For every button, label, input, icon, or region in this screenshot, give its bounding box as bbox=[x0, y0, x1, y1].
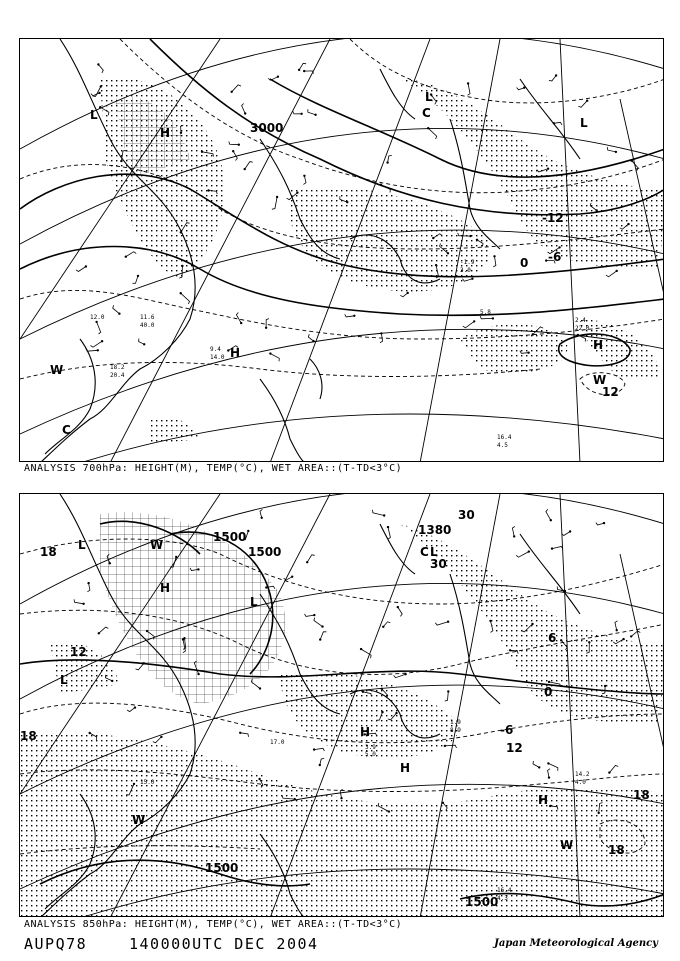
station-dot bbox=[265, 327, 267, 329]
height-label: 1500 bbox=[213, 530, 247, 544]
station-dot bbox=[137, 275, 139, 277]
wind-barb bbox=[97, 322, 101, 334]
station-value: 3.0 bbox=[460, 267, 471, 274]
station-dot bbox=[291, 576, 293, 578]
wind-barb bbox=[516, 552, 529, 558]
map-850hpa bbox=[20, 494, 664, 917]
station-dot bbox=[548, 681, 550, 683]
station-dot bbox=[616, 629, 618, 631]
station-dot bbox=[493, 255, 495, 257]
wind-barb bbox=[260, 509, 262, 517]
cold-marker: C bbox=[420, 545, 429, 559]
isotherm-label: -12 bbox=[542, 211, 564, 225]
station-dot bbox=[231, 91, 233, 93]
wind-barb bbox=[86, 349, 98, 352]
station-dot bbox=[604, 685, 606, 687]
station-dot bbox=[549, 805, 551, 807]
station-dot bbox=[95, 321, 97, 323]
station-dot bbox=[143, 343, 145, 345]
wind-barb bbox=[240, 733, 248, 737]
station-value: 17.0 bbox=[270, 739, 285, 746]
isotherm-label: 12 bbox=[506, 741, 523, 755]
low-pressure-marker: L bbox=[425, 90, 433, 104]
wind-barb bbox=[435, 622, 448, 625]
wind-barb bbox=[133, 276, 139, 284]
station-dot bbox=[346, 201, 348, 203]
station-dot bbox=[146, 630, 148, 632]
station-value: 14.2 bbox=[575, 771, 590, 778]
chart-code: AUPQ78 bbox=[24, 935, 88, 953]
isotherm-label: 18 bbox=[633, 788, 650, 802]
station-dot bbox=[564, 590, 566, 592]
station-dot bbox=[303, 70, 305, 72]
station-dot bbox=[313, 614, 315, 616]
wind-barb bbox=[394, 674, 406, 678]
station-dot bbox=[100, 85, 102, 87]
station-dot bbox=[99, 106, 101, 108]
isotherm-label: 18 bbox=[608, 843, 625, 857]
station-value: 16.4 bbox=[497, 887, 512, 894]
station-dot bbox=[109, 562, 111, 564]
wind-barb bbox=[615, 621, 618, 630]
panel-caption-850hpa: ANALYSIS 850hPa: HEIGHT(M), TEMP(°C), WET AREA::(T-TD<3°C) bbox=[24, 919, 403, 930]
station-dot bbox=[247, 530, 249, 532]
wind-barb bbox=[268, 77, 278, 81]
wind-barb bbox=[270, 354, 279, 362]
wind-barb bbox=[493, 256, 496, 267]
station-dot bbox=[244, 168, 246, 170]
station-dot bbox=[294, 798, 296, 800]
station-dot bbox=[395, 712, 397, 714]
station-dot bbox=[631, 160, 633, 162]
station-dot bbox=[427, 127, 429, 129]
wind-barb bbox=[93, 87, 101, 97]
wind-barb bbox=[428, 128, 437, 139]
station-dot bbox=[182, 638, 184, 640]
wind-barb bbox=[345, 314, 355, 317]
wind-barb bbox=[307, 555, 315, 562]
station-dot bbox=[261, 517, 263, 519]
warm-marker: W bbox=[150, 538, 164, 552]
wind-barb bbox=[272, 197, 277, 209]
station-dot bbox=[259, 687, 261, 689]
station-dot bbox=[265, 586, 267, 588]
wind-barb bbox=[91, 93, 100, 96]
station-dot bbox=[492, 317, 494, 319]
wind-barb bbox=[76, 267, 86, 272]
wind-barb bbox=[126, 252, 136, 257]
station-value: 4.3 bbox=[497, 895, 508, 902]
station-dot bbox=[232, 150, 234, 152]
isotherm-label: 0 bbox=[520, 256, 529, 270]
wind-barb bbox=[561, 532, 570, 536]
height-label: 1500 bbox=[205, 861, 239, 875]
station-dot bbox=[547, 168, 549, 170]
height-label: 1500 bbox=[248, 545, 282, 559]
station-dot bbox=[353, 315, 355, 317]
wet-areas bbox=[20, 512, 664, 917]
high-pressure-marker: H bbox=[160, 581, 171, 595]
station-dot bbox=[444, 745, 446, 747]
wind-barb bbox=[127, 708, 135, 712]
station-dot bbox=[303, 175, 305, 177]
station-dot bbox=[381, 688, 383, 690]
station-dot bbox=[586, 100, 588, 102]
station-dot bbox=[201, 151, 203, 153]
station-dot bbox=[555, 74, 557, 76]
station-dot bbox=[82, 603, 84, 605]
station-dot bbox=[513, 535, 515, 537]
station-dot bbox=[300, 113, 302, 115]
low-pressure-marker: L bbox=[580, 116, 588, 130]
station-dot bbox=[269, 352, 271, 354]
station-dot bbox=[360, 648, 362, 650]
station-dot bbox=[596, 209, 598, 211]
wind-barb bbox=[308, 109, 316, 115]
station-value: 4.0 bbox=[575, 779, 586, 786]
low-pressure-marker: L bbox=[90, 108, 98, 122]
wind-barb bbox=[383, 622, 390, 627]
wind-barb bbox=[293, 111, 302, 114]
wind-barb bbox=[607, 147, 616, 152]
station-dot bbox=[432, 237, 434, 239]
wind-barb bbox=[373, 510, 385, 516]
wind-barb bbox=[552, 547, 563, 550]
station-dot bbox=[258, 778, 260, 780]
station-value: 11.6 bbox=[140, 314, 155, 321]
station-dot bbox=[134, 706, 136, 708]
station-value: 20.4 bbox=[110, 372, 125, 379]
station-dot bbox=[98, 92, 100, 94]
cold-marker: C bbox=[422, 106, 431, 120]
wind-barb bbox=[400, 293, 407, 297]
isotherm-label: 12 bbox=[70, 645, 87, 659]
station-value: 8.9 bbox=[450, 727, 461, 734]
station-dot bbox=[509, 649, 511, 651]
station-dot bbox=[442, 802, 444, 804]
station-dot bbox=[319, 638, 321, 640]
station-dot bbox=[388, 810, 390, 812]
station-value: 3.9 bbox=[365, 744, 376, 751]
wind-barb bbox=[266, 319, 269, 328]
wind-barb bbox=[533, 761, 539, 768]
station-dot bbox=[244, 112, 246, 114]
wind-barb bbox=[284, 577, 293, 581]
high-pressure-marker: H bbox=[400, 761, 411, 775]
wind-barb bbox=[445, 692, 449, 702]
station-dot bbox=[471, 278, 473, 280]
isotherm-label: 18 bbox=[40, 545, 57, 559]
station-dot bbox=[382, 626, 384, 628]
valid-time: 140000UTC DEC 2004 bbox=[129, 935, 319, 953]
wind-barb bbox=[631, 631, 640, 636]
station-dot bbox=[298, 69, 300, 71]
station-value: -1.9 bbox=[460, 259, 475, 266]
station-dot bbox=[577, 334, 579, 336]
station-dot bbox=[240, 322, 242, 324]
station-dot bbox=[313, 748, 315, 750]
station-dot bbox=[548, 776, 550, 778]
wind-barb bbox=[445, 745, 457, 748]
isotherm-label: 6 bbox=[548, 631, 557, 645]
high-pressure-marker: H bbox=[538, 793, 549, 807]
station-dot bbox=[97, 349, 99, 351]
wind-barb bbox=[549, 76, 556, 82]
agency-credit: Japan Meteorological Agency bbox=[494, 938, 658, 949]
station-dot bbox=[569, 530, 571, 532]
station-value: 2.4 bbox=[575, 317, 586, 324]
wind-barb bbox=[554, 122, 562, 125]
station-dot bbox=[87, 582, 89, 584]
station-dot bbox=[387, 526, 389, 528]
station-dot bbox=[598, 812, 600, 814]
station-dot bbox=[175, 556, 177, 558]
station-dot bbox=[118, 313, 120, 315]
station-dot bbox=[89, 732, 91, 734]
warm-marker: W bbox=[50, 363, 64, 377]
isotherm-label: -6 bbox=[500, 723, 514, 737]
station-dot bbox=[603, 522, 605, 524]
station-dot bbox=[319, 764, 321, 766]
warm-marker: W bbox=[132, 813, 146, 827]
station-dot bbox=[143, 662, 145, 664]
isotherm-label: 18 bbox=[20, 729, 37, 743]
station-value: 14.0 bbox=[210, 354, 225, 361]
station-dot bbox=[560, 639, 562, 641]
isotherm-label: 12 bbox=[602, 385, 619, 399]
station-value: 15.0 bbox=[140, 779, 155, 786]
station-dot bbox=[528, 550, 530, 552]
isotherm-label: 30 bbox=[458, 508, 475, 522]
station-dot bbox=[489, 620, 491, 622]
station-dot bbox=[362, 691, 364, 693]
station-dot bbox=[622, 638, 624, 640]
wind-barb bbox=[181, 293, 190, 304]
wind-barb bbox=[480, 316, 493, 319]
wind-barb bbox=[546, 509, 551, 520]
wind-barb bbox=[113, 305, 120, 314]
station-dot bbox=[380, 332, 382, 334]
station-dot bbox=[467, 82, 469, 84]
station-dot bbox=[340, 797, 342, 799]
isotherm-label: 0 bbox=[544, 685, 553, 699]
station-dot bbox=[277, 76, 279, 78]
station-dot bbox=[523, 87, 525, 89]
wind-barb bbox=[596, 523, 604, 525]
station-dot bbox=[447, 690, 449, 692]
station-dot bbox=[608, 771, 610, 773]
station-dot bbox=[321, 625, 323, 627]
wind-barb bbox=[548, 769, 551, 778]
station-dot bbox=[306, 561, 308, 563]
high-pressure-marker: H bbox=[230, 346, 241, 360]
station-dot bbox=[447, 621, 449, 623]
wind-barb bbox=[468, 84, 471, 96]
low-pressure-marker: L bbox=[430, 545, 438, 559]
station-dot bbox=[476, 239, 478, 241]
low-pressure-marker: L bbox=[250, 595, 258, 609]
wind-barb bbox=[304, 176, 307, 185]
wind-barb bbox=[87, 583, 90, 592]
wind-barb bbox=[232, 85, 241, 92]
station-value: 16.4 bbox=[497, 434, 512, 441]
wind-barb bbox=[314, 748, 324, 751]
station-value: 5.0 bbox=[365, 751, 376, 758]
station-dot bbox=[615, 151, 617, 153]
wind-barb bbox=[74, 599, 84, 604]
station-dot bbox=[386, 161, 388, 163]
map-700hpa bbox=[20, 39, 664, 462]
station-dot bbox=[276, 196, 278, 198]
station-dot bbox=[404, 673, 406, 675]
station-dot bbox=[101, 340, 103, 342]
high-pressure-marker: H bbox=[593, 338, 604, 352]
wind-barb bbox=[548, 763, 558, 770]
wind-barb bbox=[578, 101, 587, 108]
height-label: 3000 bbox=[250, 121, 284, 135]
high-pressure-marker: H bbox=[160, 126, 171, 140]
station-dot bbox=[538, 766, 540, 768]
wind-barb bbox=[609, 766, 618, 773]
station-dot bbox=[197, 568, 199, 570]
wind-barb bbox=[299, 63, 306, 70]
station-value: 12.0 bbox=[90, 314, 105, 321]
station-value: 9.4 bbox=[210, 346, 221, 353]
station-dot bbox=[239, 732, 241, 734]
wind-barb bbox=[229, 142, 239, 145]
station-dot bbox=[181, 265, 183, 267]
station-dot bbox=[527, 352, 529, 354]
panel-caption-700hpa: ANALYSIS 700hPa: HEIGHT(M), TEMP(°C), WET AREA::(T-TD<3°C) bbox=[24, 463, 403, 474]
station-dot bbox=[383, 514, 385, 516]
station-value: 1.9 bbox=[450, 719, 461, 726]
wind-barb bbox=[388, 527, 391, 539]
station-dot bbox=[85, 265, 87, 267]
station-dot bbox=[98, 632, 100, 634]
warm-marker: W bbox=[593, 373, 607, 387]
station-dot bbox=[616, 270, 618, 272]
wind-barb bbox=[139, 339, 145, 345]
low-pressure-marker: L bbox=[78, 538, 86, 552]
wind-barb bbox=[512, 526, 515, 536]
height-label: 1380 bbox=[418, 523, 452, 537]
station-dot bbox=[473, 320, 475, 322]
station-dot bbox=[380, 184, 382, 186]
station-dot bbox=[314, 114, 316, 116]
chart-panel-700hpa bbox=[19, 38, 664, 462]
wind-barb bbox=[136, 664, 144, 670]
station-value: 5.8 bbox=[480, 309, 491, 316]
wind-barb bbox=[314, 618, 323, 627]
wind-barb bbox=[320, 632, 326, 640]
chart-panel-850hpa bbox=[19, 493, 664, 917]
isotherm-label: 30 bbox=[430, 557, 447, 571]
station-value: 18.2 bbox=[110, 364, 125, 371]
wind-barb bbox=[242, 104, 246, 114]
high-pressure-marker: H bbox=[360, 725, 371, 739]
wind-barb bbox=[91, 341, 103, 347]
wind-barb bbox=[245, 162, 253, 170]
wind-barb bbox=[236, 313, 241, 324]
wind-barb bbox=[381, 185, 390, 193]
station-dot bbox=[180, 132, 182, 134]
station-value: 4.5 bbox=[497, 442, 508, 449]
station-dot bbox=[551, 547, 553, 549]
station-dot bbox=[180, 231, 182, 233]
station-dot bbox=[447, 252, 449, 254]
wind-barb bbox=[398, 607, 402, 616]
station-dot bbox=[588, 641, 590, 643]
wind-barb bbox=[98, 65, 103, 73]
station-dot bbox=[160, 736, 162, 738]
station-dot bbox=[397, 606, 399, 608]
station-dot bbox=[627, 223, 629, 225]
station-dot bbox=[238, 144, 240, 146]
wind-barb bbox=[606, 271, 617, 277]
station-value: 40.0 bbox=[140, 322, 155, 329]
station-dot bbox=[469, 235, 471, 237]
station-dot bbox=[197, 673, 199, 675]
height-label: 1500 bbox=[465, 895, 499, 909]
cold-marker: C bbox=[62, 423, 71, 437]
station-dot bbox=[97, 63, 99, 65]
station-dot bbox=[630, 635, 632, 637]
station-dot bbox=[553, 122, 555, 124]
station-dot bbox=[532, 333, 534, 335]
station-dot bbox=[550, 519, 552, 521]
wind-barb bbox=[463, 321, 474, 327]
station-dot bbox=[125, 256, 127, 258]
station-dot bbox=[120, 160, 122, 162]
station-dot bbox=[296, 192, 298, 194]
station-dot bbox=[558, 246, 560, 248]
station-dot bbox=[111, 680, 113, 682]
station-value: 22.0 bbox=[575, 325, 590, 332]
station-dot bbox=[207, 189, 209, 191]
station-dot bbox=[381, 711, 383, 713]
station-dot bbox=[531, 623, 533, 625]
low-pressure-marker: L bbox=[60, 673, 68, 687]
wind-barb bbox=[99, 627, 109, 633]
wind-barb bbox=[308, 334, 313, 341]
warm-marker: W bbox=[560, 838, 574, 852]
station-dot bbox=[312, 340, 314, 342]
isotherm-label: -6 bbox=[548, 250, 562, 264]
station-dot bbox=[547, 762, 549, 764]
station-dot bbox=[435, 264, 437, 266]
station-dot bbox=[180, 292, 182, 294]
wind-barb bbox=[388, 155, 392, 162]
wind-barb bbox=[305, 614, 315, 617]
station-dot bbox=[407, 292, 409, 294]
station-dot bbox=[133, 783, 135, 785]
